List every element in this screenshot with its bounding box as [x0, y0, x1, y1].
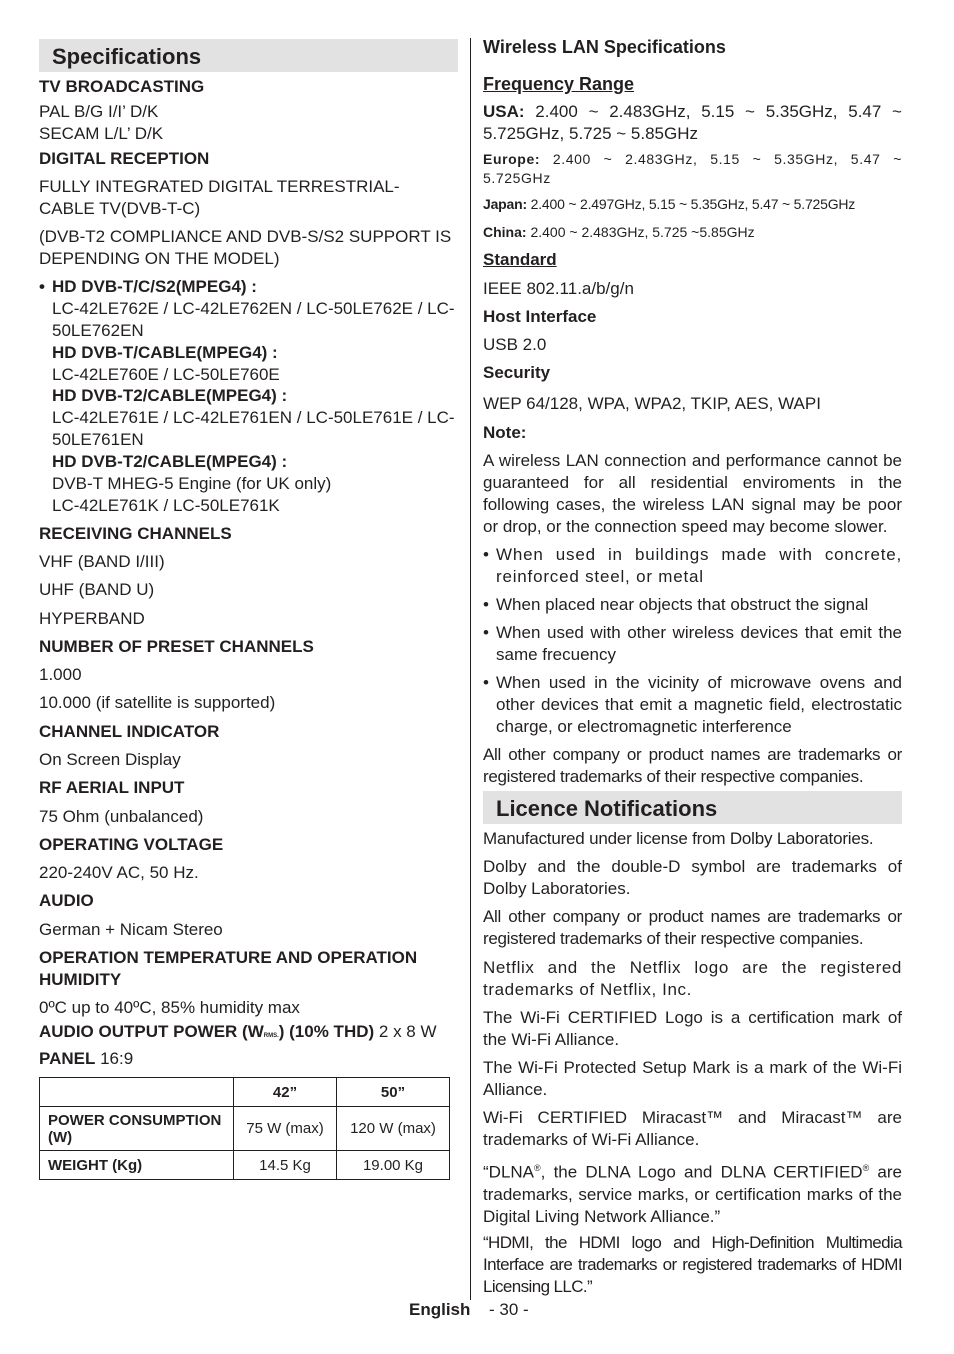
tv-broadcasting-line: PAL B/G I/I’ D/K [39, 102, 159, 121]
panel-line [39, 1048, 133, 1070]
model-group-heading: HD DVB-T/CABLE(MPEG4) : [52, 343, 278, 362]
temperature-heading: OPERATION TEMPERATURE AND OPERATION HUMIDITY [39, 948, 418, 989]
audio-power-value: 2 x 8 W [378, 1022, 437, 1041]
table-row-label: WEIGHT (Kg) [40, 1151, 234, 1180]
registered-mark: ® [534, 1163, 541, 1173]
bullet-text: When placed near objects that obstruct the signal [496, 595, 869, 614]
bullet-mark: • [483, 595, 489, 614]
licence-title: Licence Notifications [496, 796, 718, 821]
bullet-text: When used in the vicinity of microwave ovens and other devices that emit a magnetic field, electrostatic charge, or electromagnetic interference [496, 673, 902, 736]
japan-value: 2.400 ~ 2.497GHz, 5.15 ~ 5.35GHz, 5.47 ~ 5.725GHz [530, 196, 856, 212]
europe-value: 2.400 ~ 2.483GHz, 5.15 ~ 5.35GHz, 5.47 ~ 5.725GHz [483, 151, 902, 186]
wlan-title: Wireless LAN Specifications [483, 37, 726, 57]
model-group-text: LC-42LE762E / LC-42LE762EN / LC-50LE762E / LC-50LE762EN [52, 299, 455, 340]
model-group-text: LC-42LE761E / LC-42LE761EN / LC-50LE761E / LC-50LE761EN [52, 408, 455, 449]
japan-frequency [483, 195, 855, 214]
security-heading: Security [483, 363, 551, 382]
temperature-value: 0ºC up to 40ºC, 85% humidity max [39, 998, 300, 1017]
dlna-text-a: “DLNA [483, 1162, 535, 1182]
wlan-trademark-text: All other company or product names are trademarks or registered trademarks of their respective companies. [483, 745, 902, 786]
note-bullet-item [483, 594, 902, 616]
note-bullet-item [483, 622, 902, 666]
china-label: China: [483, 224, 527, 240]
dlna-text-c: are trademarks, service marks, or certification marks of the Digital Living Network Alliance.” [483, 1162, 902, 1226]
digital-reception-heading: DIGITAL RECEPTION [39, 149, 210, 168]
audio-power-label: AUDIO OUTPUT POWER (W [39, 1022, 264, 1041]
channel-indicator-heading: CHANNEL INDICATOR [39, 722, 220, 741]
receiving-channel: VHF (BAND I/III) [39, 552, 165, 571]
panel-value: 16:9 [100, 1049, 134, 1068]
digital-reception-text: FULLY INTEGRATED DIGITAL TERRESTRIAL-CABLE TV(DVB-T-C) [39, 177, 400, 218]
voltage-value: 220-240V AC, 50 Hz. [39, 863, 199, 882]
audio-power-sub: RMS. [263, 1033, 279, 1039]
licence-text: The Wi-Fi Protected Setup Mark is a mark of the Wi-Fi Alliance. [483, 1058, 902, 1099]
model-group-heading: HD DVB-T2/CABLE(MPEG4) : [52, 452, 288, 471]
table-cell: 75 W (max) [234, 1107, 337, 1151]
table-row [40, 1151, 450, 1180]
bullet-mark: • [483, 673, 489, 692]
receiving-channels-heading: RECEIVING CHANNELS [39, 524, 232, 543]
table-cell: 19.00 Kg [337, 1151, 450, 1180]
japan-label: Japan: [483, 196, 527, 212]
china-value: 2.400 ~ 2.483GHz, 5.725 ~5.85GHz [530, 224, 755, 240]
bullet-text: When used with other wireless devices that emit the same frecuency [496, 623, 902, 664]
host-interface-value: USB 2.0 [483, 335, 547, 354]
europe-frequency [483, 150, 902, 188]
europe-label: Europe: [483, 151, 541, 167]
bullet-mark: • [483, 545, 489, 564]
receiving-channel: UHF (BAND U) [39, 580, 155, 599]
channel-indicator-value: On Screen Display [39, 750, 181, 769]
model-group-text: LC-42LE760E / LC-50LE760E [52, 365, 280, 384]
standard-heading: Standard [483, 250, 557, 269]
specifications-title: Specifications [52, 44, 202, 69]
tv-broadcasting-line: SECAM L/L’ D/K [39, 124, 164, 143]
table-row-label: POWER CONSUMPTION (W) [40, 1107, 234, 1151]
rf-input-heading: RF AERIAL INPUT [39, 778, 185, 797]
model-group-heading: HD DVB-T2/CABLE(MPEG4) : [52, 386, 288, 405]
rf-input-value: 75 Ohm (unbalanced) [39, 807, 204, 826]
model-group-heading: HD DVB-T/C/S2(MPEG4) : [52, 277, 257, 296]
frequency-range-heading: Frequency Range [483, 74, 635, 94]
audio-power-label-end: ) (10% THD) [278, 1022, 375, 1041]
licence-text: “HDMI, the HDMI logo and High-Definition Multimedia Interface are trademarks or registered trademarks of HDMI Licensing LLC.” [483, 1233, 902, 1296]
licence-header-band [483, 791, 902, 824]
tv-broadcasting-heading: TV BROADCASTING [39, 77, 205, 96]
audio-value: German + Nicam Stereo [39, 920, 223, 939]
table-row [40, 1107, 450, 1151]
usa-value: 2.400 ~ 2.483GHz, 5.15 ~ 5.35GHz, 5.47 ~ 5.725GHz, 5.725 ~ 5.85GHz [483, 102, 902, 143]
table-cell: 120 W (max) [337, 1107, 450, 1151]
licence-text: Dolby and the double-D symbol are trademarks of Dolby Laboratories. [483, 857, 902, 898]
specifications-header-band [39, 39, 458, 72]
preset-channels-value: 1.000 [39, 665, 82, 684]
note-text: A wireless LAN connection and performance cannot be guaranteed for all residential enviroments in the following cases, the wireless LAN signal may be poor or drop, or the connection speed may become slower. [483, 451, 902, 536]
registered-mark: ® [862, 1163, 870, 1173]
digital-reception-note: (DVB-T2 COMPLIANCE AND DVB-S/S2 SUPPORT IS DEPENDING ON THE MODEL) [39, 227, 452, 268]
standard-value: IEEE 802.11.a/b/g/n [483, 279, 634, 298]
note-bullet-item [483, 544, 902, 588]
licence-text: Netflix and the Netflix logo are the registered trademarks of Netflix, Inc. [483, 958, 902, 999]
licence-text: All other company or product names are trademarks or registered trademarks of their respective companies. [483, 907, 902, 948]
host-interface-heading: Host Interface [483, 307, 597, 326]
audio-heading: AUDIO [39, 891, 94, 910]
preset-channels-heading: NUMBER OF PRESET CHANNELS [39, 637, 314, 656]
security-value: WEP 64/128, WPA, WPA2, TKIP, AES, WAPI [483, 394, 821, 413]
spec-table [39, 1077, 450, 1180]
note-heading: Note: [483, 423, 527, 442]
footer-page-number: - 30 - [489, 1300, 529, 1319]
preset-channels-value: 10.000 (if satellite is supported) [39, 693, 276, 712]
licence-text: Manufactured under license from Dolby Laboratories. [483, 829, 874, 848]
licence-dlna-text [483, 1157, 902, 1228]
model-group-text: DVB-T MHEG-5 Engine (for UK only) LC-42LE761K / LC-50LE761K [52, 474, 332, 515]
table-cell: 14.5 Kg [234, 1151, 337, 1180]
china-frequency [483, 223, 755, 242]
table-header-row [40, 1078, 450, 1107]
licence-text: Wi-Fi CERTIFIED Miracast™ and Miracast™ are trademarks of Wi-Fi Alliance. [483, 1108, 902, 1149]
usa-frequency [483, 101, 902, 145]
footer-language: English [409, 1300, 471, 1319]
table-header-cell: 42” [234, 1078, 337, 1107]
usa-label: USA: [483, 102, 525, 121]
voltage-heading: OPERATING VOLTAGE [39, 835, 224, 854]
note-bullet-item [483, 672, 902, 738]
licence-text: The Wi-Fi CERTIFIED Logo is a certification mark of the Wi-Fi Alliance. [483, 1008, 902, 1049]
audio-output-power [39, 1021, 437, 1047]
bullet-mark: • [483, 623, 489, 642]
receiving-channel: HYPERBAND [39, 609, 145, 628]
dlna-text-b: , the DLNA Logo and DLNA CERTIFIED [540, 1162, 863, 1182]
table-header-cell [40, 1078, 234, 1107]
model-list-bullet: • [39, 277, 45, 296]
panel-label: PANEL [39, 1049, 96, 1068]
bullet-text: When used in buildings made with concrete, reinforced steel, or metal [496, 545, 902, 586]
column-divider [470, 38, 471, 1300]
table-header-cell: 50” [337, 1078, 450, 1107]
